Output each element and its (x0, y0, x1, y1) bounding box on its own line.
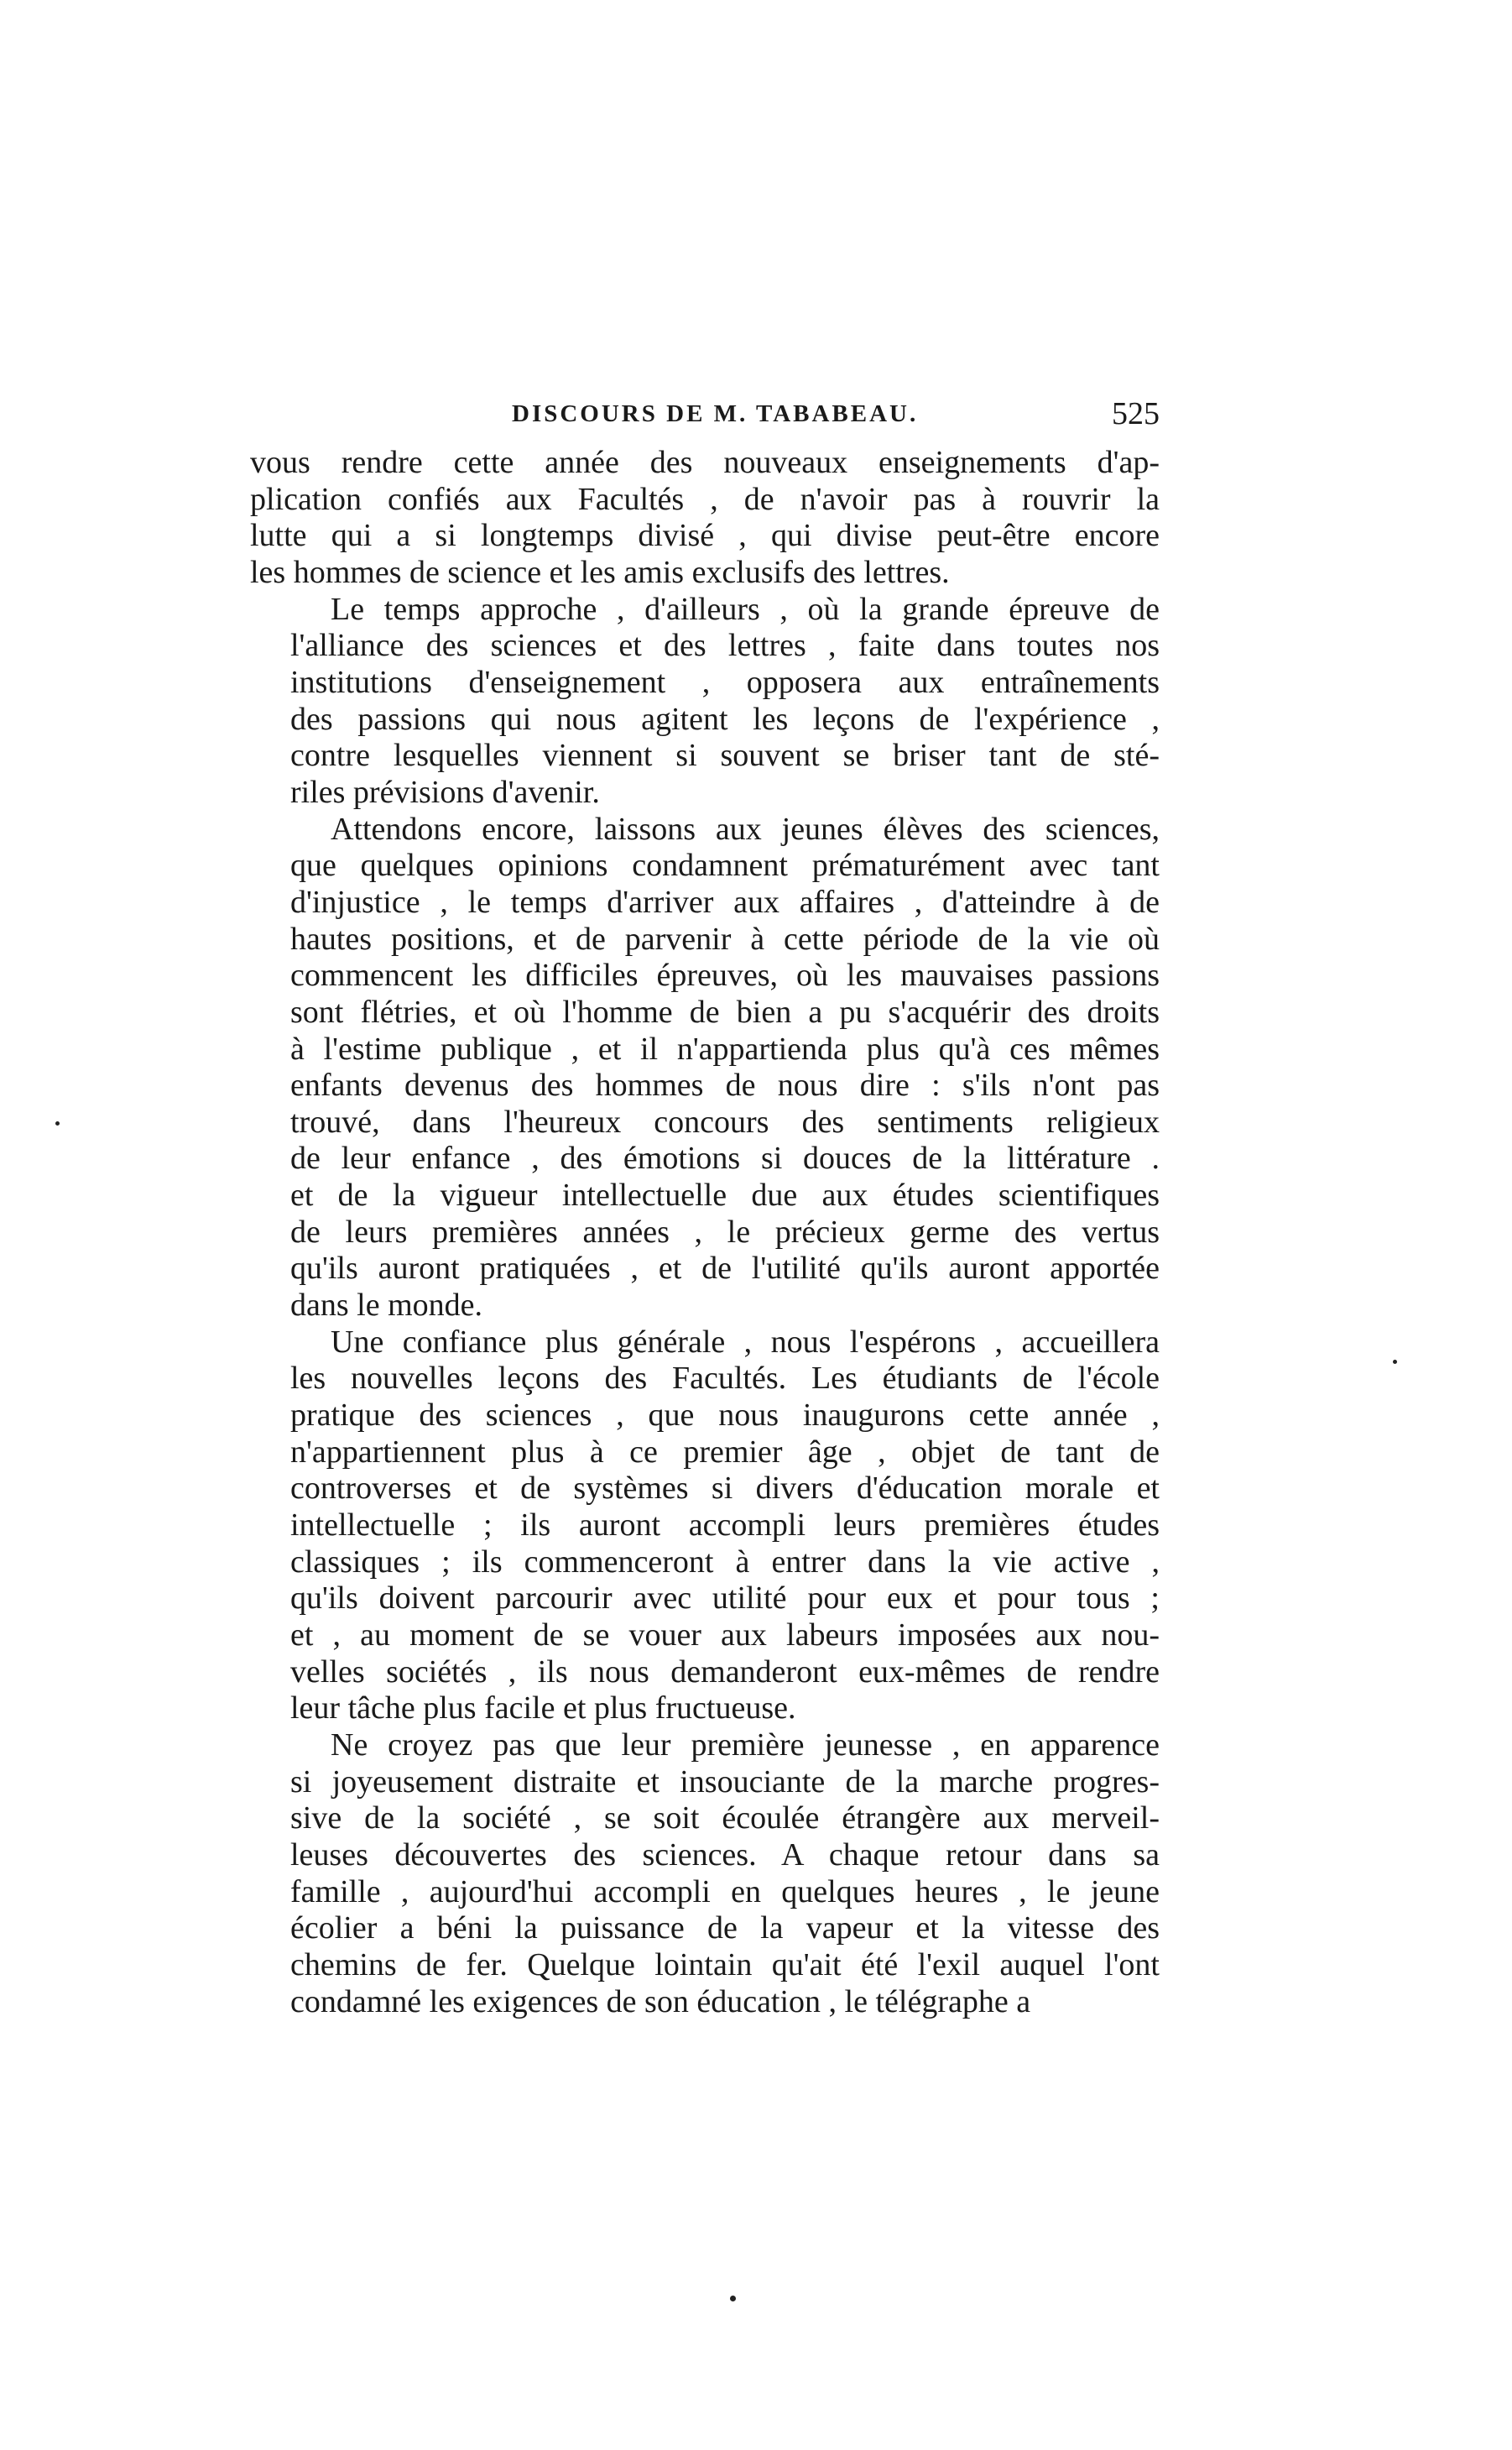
text-line: institutions d'enseignement , opposera aux entraînements (290, 664, 1160, 700)
text-line: qu'ils auront pratiquées , et de l'utilité qu'ils auront apportée (290, 1251, 1160, 1287)
text-line: vous rendre cette année des nouveaux enseignements d'ap- (250, 445, 1160, 480)
running-head: DISCOURS DE M. TABABEAU. (512, 400, 919, 427)
text-line: des passions qui nous agitent les leçons de l'expérience , (290, 701, 1160, 737)
text-line: contre lesquelles viennent si souvent se briser tant de sté- (290, 738, 1160, 774)
text-line: Attendons encore, laissons aux jeunes élèves des sciences, (331, 811, 1160, 847)
page-header (250, 393, 1160, 435)
paragraph (250, 1324, 1160, 1727)
text-line: pratique des sciences , que nous inaugurons cette année , (290, 1397, 1160, 1434)
text-line: classiques ; ils commenceront à entrer dans la vie active , (290, 1544, 1160, 1580)
text-line: écolier a béni la puissance de la vapeur et la vitesse des (290, 1910, 1160, 1946)
text-line: famille , aujourd'hui accompli en quelques heures , le jeune (290, 1873, 1160, 1909)
text-line: intellectuelle ; ils auront accompli leurs premières études (290, 1507, 1160, 1544)
margin-speck (1393, 1360, 1397, 1364)
text-line: à l'estime publique , et il n'appartienda plus qu'à ces mêmes (290, 1031, 1160, 1067)
text-line: n'appartiennent plus à ce premier âge , objet de tant de (290, 1434, 1160, 1470)
text-line: d'injustice , le temps d'arriver aux affaires , d'atteindre à de (290, 884, 1160, 920)
text-line: plication confiés aux Facultés , de n'avoir pas à rouvrir la (250, 481, 1160, 517)
text-line: et de la vigueur intellectuelle due aux études scientifiques (290, 1178, 1160, 1214)
paragraph (250, 592, 1160, 812)
text-line: condamné les exigences de son éducation , le télégraphe a (290, 1983, 1031, 2019)
text-line: l'alliance des sciences et des lettres , faite dans toutes nos (290, 628, 1160, 664)
text-line: sive de la société , se soit écoulée étrangère aux merveil- (290, 1800, 1160, 1836)
text-line: chemins de fer. Quelque lointain qu'ait été l'exil auquel l'ont (290, 1946, 1160, 1982)
text-line: Le temps approche , d'ailleurs , où la grande épreuve de (331, 591, 1160, 627)
text-line: les nouvelles leçons des Facultés. Les étudiants de l'école (290, 1361, 1160, 1397)
text-line: leuses découvertes des sciences. A chaque retour dans sa (290, 1836, 1160, 1873)
text-line: de leur enfance , des émotions si douces de la littérature . (290, 1141, 1160, 1177)
margin-speck (730, 2296, 736, 2301)
text-line: qu'ils doivent parcourir avec utilité pour eux et pour tous ; (290, 1580, 1160, 1617)
text-line: de leurs premières années , le précieux germe des vertus (290, 1214, 1160, 1250)
text-line: commencent les difficiles épreuves, où les mauvaises passions (290, 958, 1160, 994)
text-line: controverses et de systèmes si divers d'éducation morale et (290, 1471, 1160, 1507)
text-line: si joyeusement distraite et insouciante de la marche progres- (290, 1763, 1160, 1800)
text-line: riles prévisions d'avenir. (290, 774, 600, 810)
page-number: 525 (1112, 396, 1160, 431)
margin-speck (55, 1121, 60, 1126)
paragraph (250, 812, 1160, 1324)
text-line: et , au moment de se vouer aux labeurs imposées aux nou- (290, 1617, 1160, 1653)
text-line: lutte qui a si longtemps divisé , qui divise peut-être encore (250, 518, 1160, 554)
text-line: velles sociétés , ils nous demanderont eux-mêmes de rendre (290, 1653, 1160, 1690)
text-line: enfants devenus des hommes de nous dire : s'ils n'ont pas (290, 1068, 1160, 1104)
paragraph (250, 445, 1160, 592)
text-line: dans le monde. (290, 1288, 483, 1324)
text-line: leur tâche plus facile et plus fructueuse. (290, 1690, 796, 1726)
text-line: que quelques opinions condamnent prématurément avec tant (290, 848, 1160, 884)
text-line: les hommes de science et les amis exclusifs des lettres. (250, 554, 950, 590)
text-line: sont flétries, et où l'homme de bien a pu s'acquérir des droits (290, 994, 1160, 1030)
text-line: trouvé, dans l'heureux concours des sentiments religieux (290, 1104, 1160, 1140)
paragraph (250, 1727, 1160, 2020)
text-line: Une confiance plus générale , nous l'espérons , accueillera (331, 1324, 1160, 1360)
body-text (250, 445, 1160, 2020)
text-line: hautes positions, et de parvenir à cette période de la vie où (290, 921, 1160, 957)
text-line: Ne croyez pas que leur première jeunesse , en apparence (331, 1726, 1160, 1763)
